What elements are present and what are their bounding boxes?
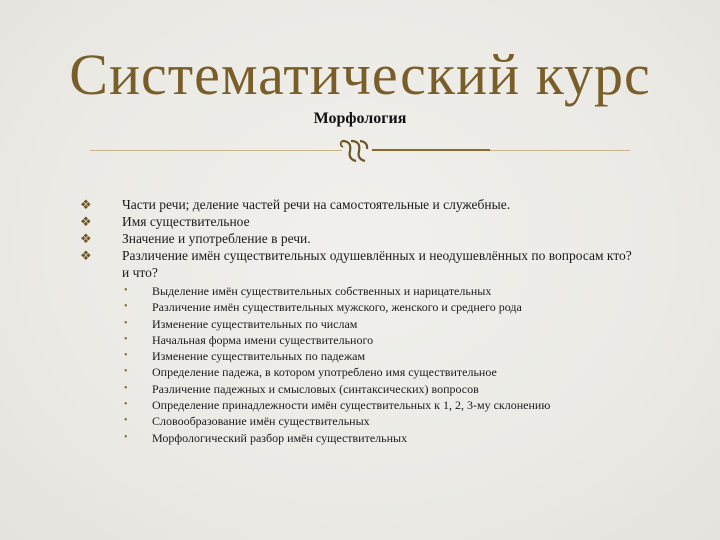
sub-list-item — [80, 299, 680, 315]
sub-list-item-text: Изменение существительных по падежам — [152, 349, 366, 364]
dot-bullet-icon: • — [124, 382, 128, 394]
list-item-text: Части речи; деление частей речи на самостоятельные и служебные. — [122, 197, 511, 212]
divider-left — [90, 150, 342, 151]
sub-list-item — [80, 397, 680, 413]
sub-list-item-text: Определение принадлежности имён существительных к 1, 2, 3-му склонению — [152, 398, 551, 413]
list-item-text: Имя существительное — [122, 214, 250, 229]
list-item — [80, 247, 680, 281]
dot-bullet-icon: • — [124, 285, 128, 296]
sub-list-item — [80, 364, 680, 380]
diamond-flower-bullet-icon: ❖ — [80, 197, 92, 212]
diamond-flower-bullet-icon: ❖ — [80, 231, 92, 246]
sub-list-item — [80, 332, 680, 348]
sub-list-item-text: Различение падежных и смысловых (синтаксических) вопросов — [152, 381, 479, 396]
scroll-ornament-icon — [338, 137, 372, 165]
slide-title: Систематический курс — [69, 42, 651, 107]
content-list — [80, 196, 680, 446]
dot-bullet-icon: • — [124, 317, 128, 329]
list-item-text: Значение и употребление в речи. — [122, 231, 311, 246]
sub-list-item-text: Начальная форма имени существительного — [152, 332, 374, 347]
sub-list-item — [80, 283, 680, 299]
dot-bullet-icon: • — [124, 301, 128, 313]
sub-list-item-text: Морфологический разбор имён существительных — [152, 430, 408, 445]
dot-bullet-icon: • — [124, 415, 128, 427]
sub-list-item — [80, 381, 680, 397]
sub-list — [80, 283, 680, 446]
sub-list-item — [80, 430, 680, 446]
sub-list-item-text: Словообразование имён существительных — [152, 414, 370, 429]
sub-list-item — [80, 413, 680, 429]
dot-bullet-icon: • — [124, 431, 128, 443]
list-item — [80, 196, 680, 213]
dot-bullet-icon: • — [124, 366, 128, 378]
list-item — [80, 230, 680, 247]
diamond-flower-bullet-icon: ❖ — [80, 214, 92, 229]
dot-bullet-icon: • — [124, 350, 128, 362]
divider-right-accent — [372, 149, 490, 151]
list-item — [80, 213, 680, 230]
sub-list-item-text: Изменение существительных по числам — [152, 316, 358, 331]
sub-list-item-text: Определение падежа, в котором употреблено имя существительное — [152, 365, 497, 380]
sub-list-item-text: Различение имён существительных мужского, женского и среднего рода — [152, 300, 522, 315]
diamond-flower-bullet-icon: ❖ — [80, 248, 92, 263]
sub-list-item — [80, 348, 680, 364]
dot-bullet-icon: • — [124, 333, 128, 345]
dot-bullet-icon: • — [124, 399, 128, 411]
sub-list-item — [80, 316, 680, 332]
slide-subtitle: Морфология — [313, 110, 407, 127]
list-item-text: Различение имён существительных одушевлённых и неодушевлённых по вопросам кто? и что? — [122, 248, 632, 280]
sub-list-item-text: Выделение имён существительных собственных и нарицательных — [152, 284, 492, 298]
